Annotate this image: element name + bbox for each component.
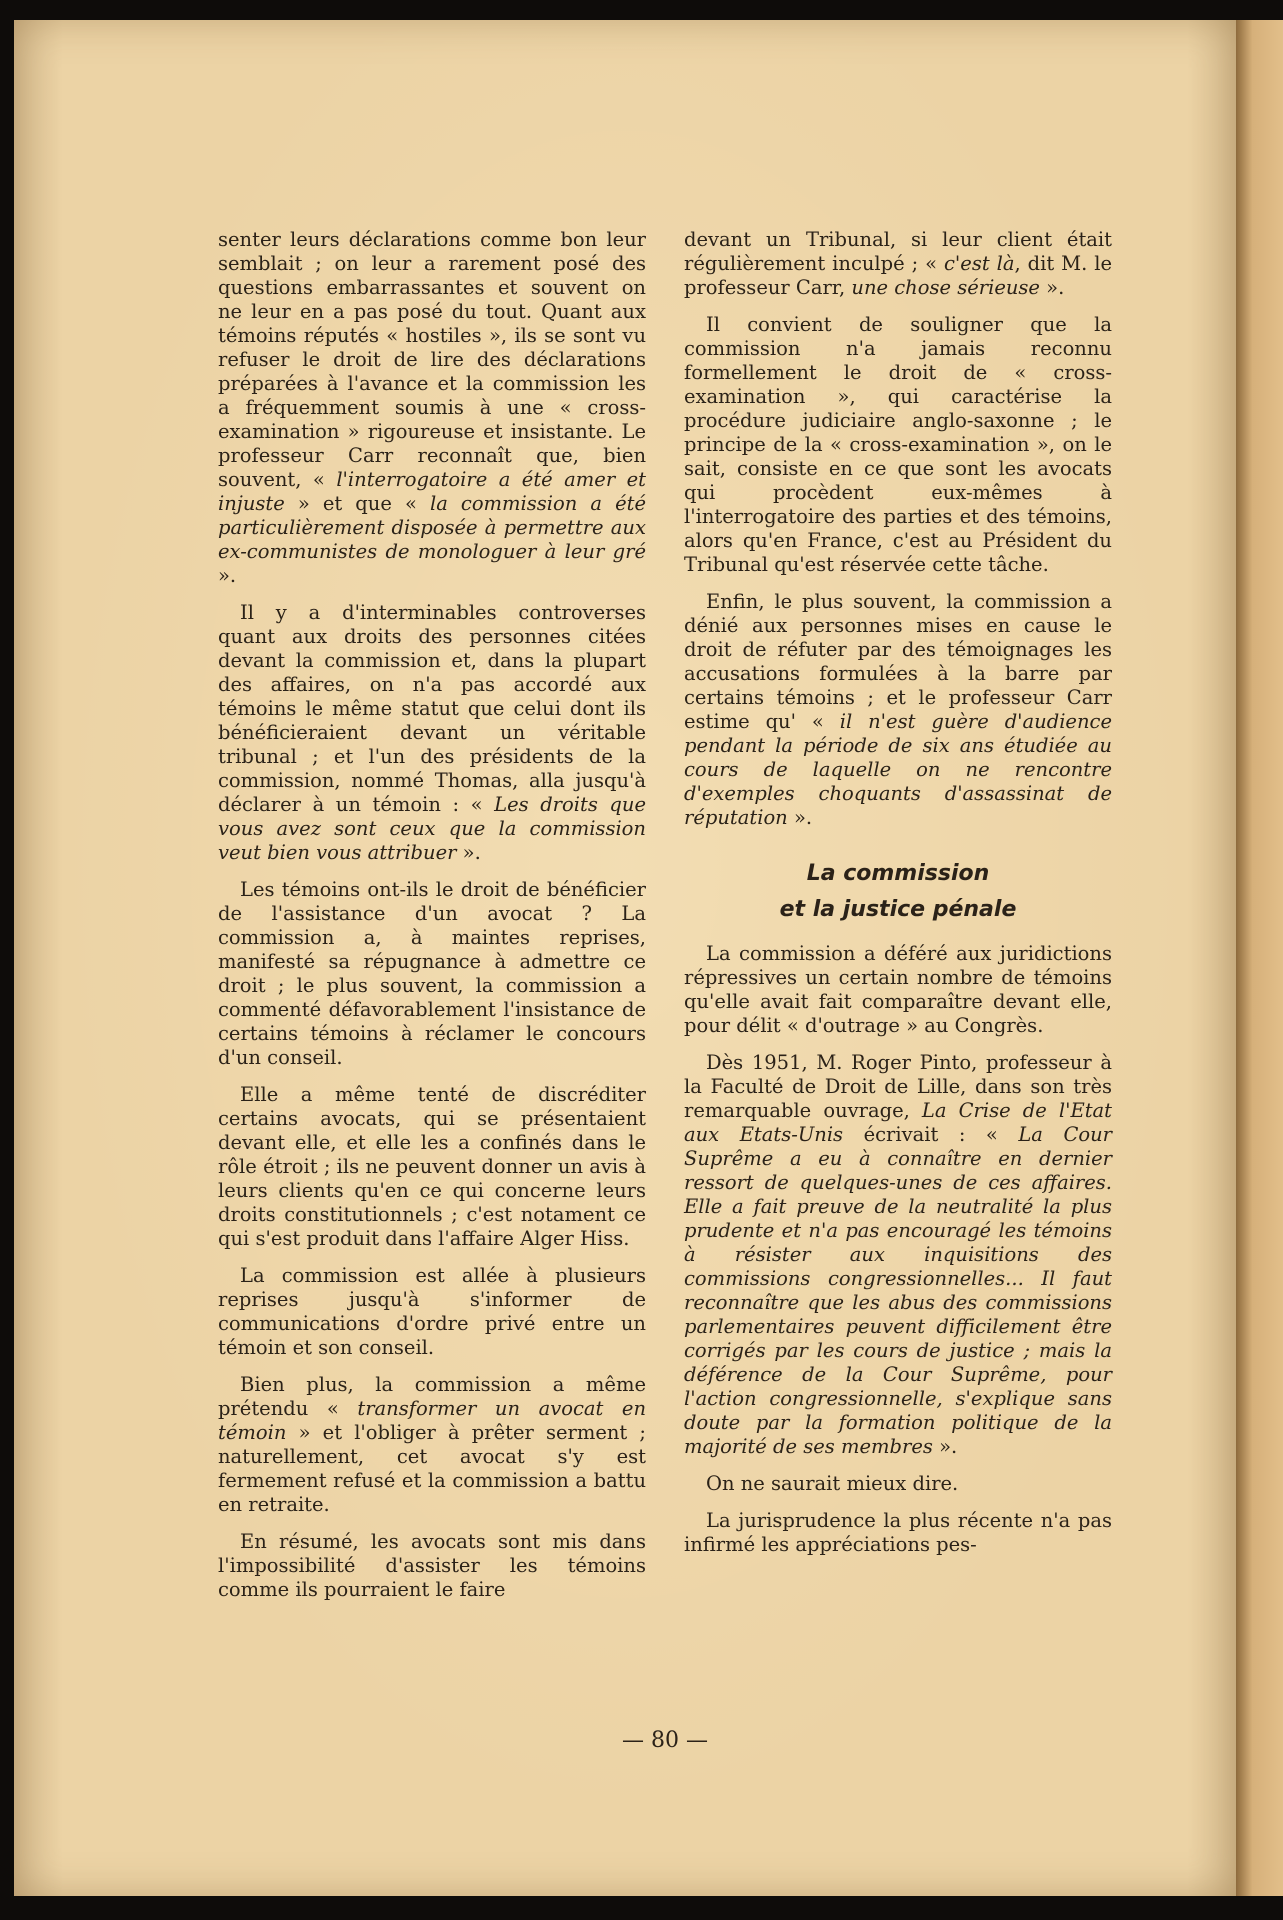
paragraph: Enfin, le plus souvent, la commission a dénié aux personnes mises en cause le droit de réfuter par des témoignages les accusations formulées à la barre par certains témoins ; et le professeur Carr estime qu' « il n'est guère d'audience pendant la période de six ans étudiée au cours de laquelle on ne rencontre d'exemples choquants d'assassinat de réputation ».: [684, 590, 1112, 829]
left-column: [218, 228, 646, 1615]
page-number: — 80 —: [622, 1728, 708, 1753]
paragraph: Il y a d'interminables controverses quant aux droits des personnes citées devant la commission et, dans la plupart des affaires, on n'a pas accordé aux témoins le même statut que celui dont ils bénéficieraient devant un véritable tribunal ; et l'un des présidents de la commission, nommé Thomas, alla jusqu'à déclarer à un témoin : « Les droits que vous avez sont ceux que la commission veut bien vous attribuer ».: [218, 601, 646, 864]
paragraph: Dès 1951, M. Roger Pinto, professeur à la Faculté de Droit de Lille, dans son très remarquable ouvrage, La Crise de l'Etat aux Etats-Unis écrivait : « La Cour Suprême a eu à connaître en dernier ressort de quelques-unes de ces affaires. Elle a fait preuve de la neutralité la plus prudente et n'a pas encouragé les témoins à résister aux inquisitions des commissions congressionnelles... Il faut reconnaître que les abus des commissions parlementaires peuvent difficilement être corrigés par les cours de justice ; mais la déférence de la Cour Suprême, pour l'action congressionnelle, s'explique sans doute par la formation politique de la majorité de ses membres ».: [684, 1051, 1112, 1458]
paragraph: La commission est allée à plusieurs reprises jusqu'à s'informer de communications d'ordre privé entre un témoin et son conseil.: [218, 1264, 646, 1359]
paragraph: Les témoins ont-ils le droit de bénéficier de l'assistance d'un avocat ? La commission a, à maintes reprises, manifesté sa répugnance à admettre ce droit ; le plus souvent, la commission a commenté défavorablement l'insistance de certains témoins à réclamer le concours d'un conseil.: [218, 878, 646, 1069]
paragraph: Bien plus, la commission a même prétendu « transformer un avocat en témoin » et l'obliger à prêter serment ; naturellement, cet avocat s'y est fermement refusé et la commission a battu en retraite.: [218, 1373, 647, 1516]
paragraph: Il convient de souligner que la commission n'a jamais reconnu formellement le droit de « cross-examination », qui caractérise la procédure judiciaire anglo-saxonne ; le principe de la « cross-examination », on le sait, consiste en ce que sont les avocats qui procèdent eux-mêmes à l'interrogatoire des parties et des témoins, alors qu'en France, c'est au Président du Tribunal qu'est réservée cette tâche.: [684, 313, 1112, 576]
paragraph: La commission a déféré aux juridictions répressives un certain nombre de témoins qu'elle avait fait comparaître devant elle, pour délit « d'outrage » au Congrès.: [684, 942, 1112, 1037]
heading-line: La commission: [806, 861, 990, 886]
paragraph: Elle a même tenté de discréditer certains avocats, qui se présentaient devant elle, et elle les a confinés dans le rôle étroit ; ils ne peuvent donner un avis à leurs clients qu'en ce qui concerne leurs droits constitutionnels ; c'est notament ce qui s'est produit dans l'affaire Alger Hiss.: [218, 1083, 646, 1250]
paragraph: devant un Tribunal, si leur client était régulièrement inculpé ; « c'est là, dit M. le professeur Carr, une chose sérieuse ».: [684, 228, 1112, 299]
section-heading: [684, 856, 1112, 928]
heading-line: et la justice pénale: [779, 897, 1017, 922]
paragraph: senter leurs déclarations comme bon leur semblait ; on leur a rarement posé des questions embarrassantes et souvent on ne leur en a pas posé du tout. Quant aux témoins réputés « hostiles », ils se sont vu refuser le droit de lire des déclarations préparées à l'avance et la commission les a fréquemment soumis à une « cross-examination » rigoureuse et insistante. Le professeur Carr reconnaît que, bien souvent, « l'interrogatoire a été amer et injuste » et que « la commission a été particulièrement disposée à permettre aux ex-communistes de monologuer à leur gré ».: [218, 228, 647, 587]
paragraph: On ne saurait mieux dire.: [706, 1472, 959, 1495]
adjacent-page-edge: [1236, 20, 1283, 1896]
paragraph: En résumé, les avocats sont mis dans l'impossibilité d'assister les témoins comme ils pourraient le faire: [218, 1530, 646, 1601]
right-column: [684, 228, 1112, 1570]
paragraph: La jurisprudence la plus récente n'a pas infirmé les appréciations pes-: [684, 1509, 1112, 1556]
